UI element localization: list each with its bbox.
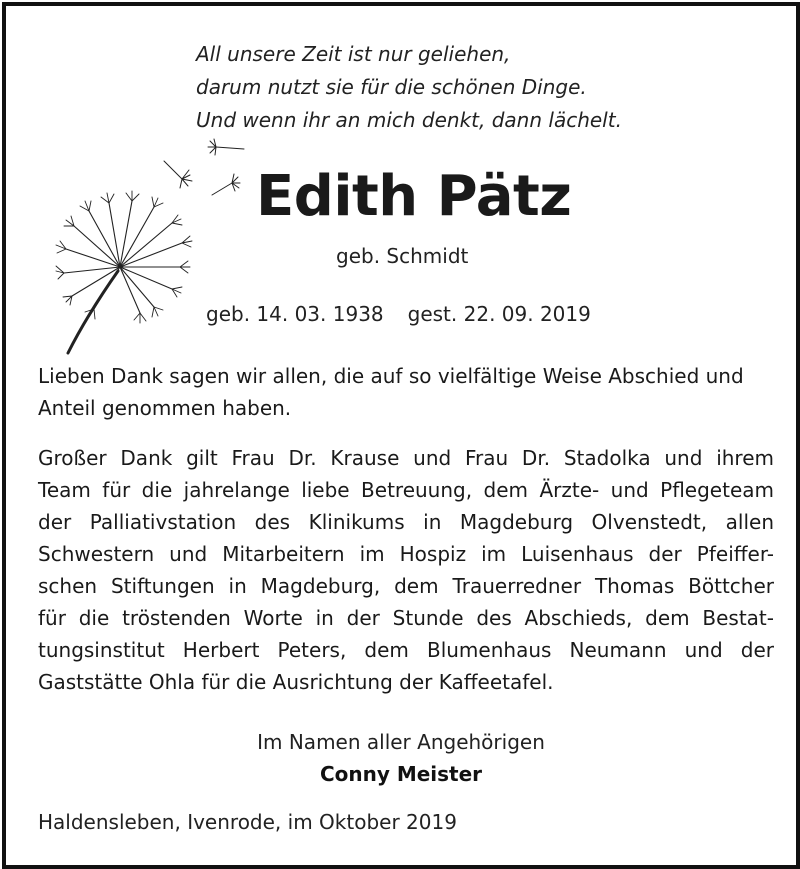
thanks-paragraph — [38, 360, 774, 424]
poem-line: darum nutzt sie für die schönen Dinge. — [196, 75, 587, 99]
paragraph-line: der Palliativstation des Klinikums in Magdeburg Olvenstedt, allen — [38, 510, 774, 534]
poem — [196, 38, 716, 137]
paragraph-line: Gaststätte Ohla für die Ausrichtung der Kaffeetafel. — [38, 670, 554, 694]
obituary-notice — [2, 2, 800, 869]
life-dates — [206, 302, 591, 326]
paragraph-line: Anteil genommen haben. — [38, 396, 292, 420]
paragraph-line: schen Stiftungen in Magdeburg, dem Trauerredner Thomas Böttcher — [38, 574, 774, 598]
death-date: gest. 22. 09. 2019 — [407, 302, 591, 326]
dandelion-icon — [54, 131, 274, 361]
birth-date: geb. 14. 03. 1938 — [206, 302, 384, 326]
deceased-name: Edith Pätz — [256, 164, 572, 229]
paragraph-line: tungsinstitut Herbert Peters, dem Blumenhaus Neumann und der — [38, 638, 774, 662]
place-and-date: Haldensleben, Ivenrode, im Oktober 2019 — [38, 810, 457, 834]
poem-line: Und wenn ihr an mich denkt, dann lächelt. — [196, 108, 622, 132]
maiden-name: geb. Schmidt — [336, 244, 469, 268]
signature-name: Conny Meister — [319, 762, 483, 786]
paragraph-line: für die tröstenden Worte in der Stunde des Abschieds, dem Bestat- — [38, 606, 774, 630]
paragraph-line: Schwestern und Mitarbeitern im Hospiz im Luisenhaus der Pfeiffer- — [38, 542, 774, 566]
signature-intro: Im Namen aller Angehörigen — [257, 730, 545, 754]
paragraph-line: Großer Dank gilt Frau Dr. Krause und Frau Dr. Stadolka und ihrem — [38, 446, 774, 470]
paragraph-line: Lieben Dank sagen wir allen, die auf so vielfältige Weise Abschied und — [38, 364, 744, 388]
paragraph-line: Team für die jahrelange liebe Betreuung, dem Ärzte- und Pflegeteam — [38, 478, 774, 502]
gratitude-paragraph — [38, 442, 774, 698]
poem-line: All unsere Zeit ist nur geliehen, — [196, 42, 511, 66]
